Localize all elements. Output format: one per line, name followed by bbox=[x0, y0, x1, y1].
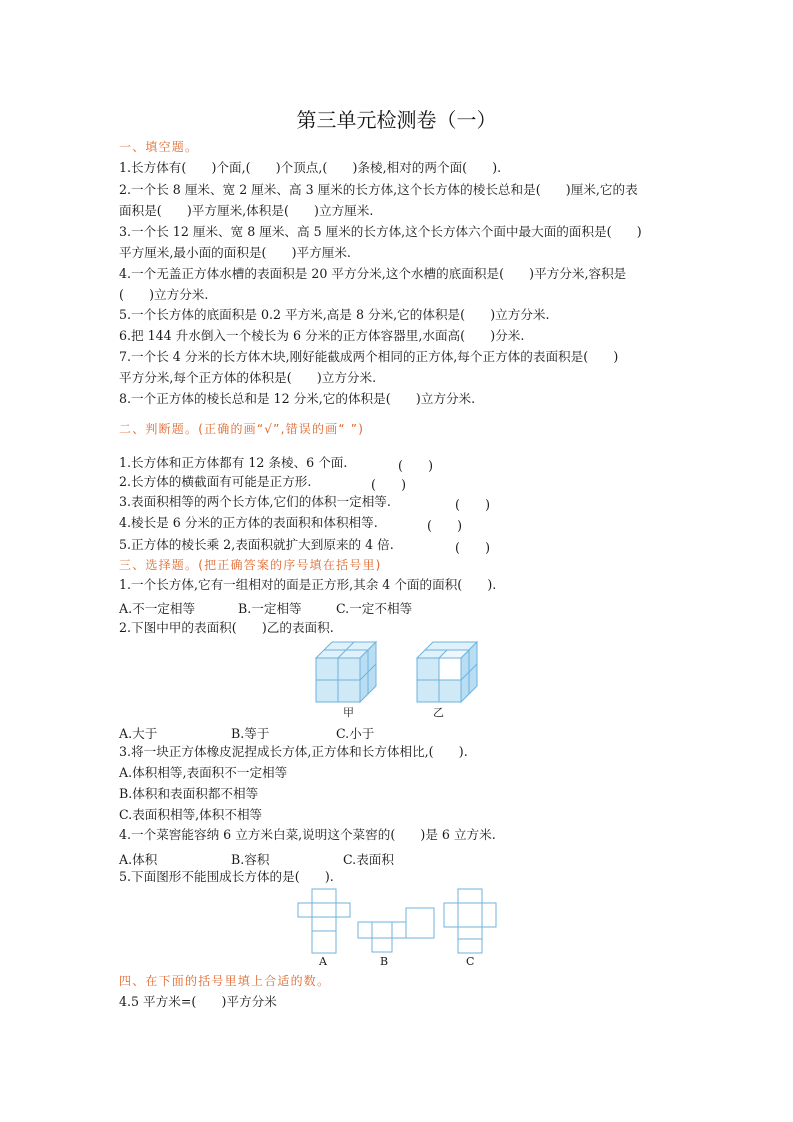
question-line: 4.一个无盖正方体水槽的表面积是 20 平方分米,这个水槽的底面积是( )平方分米,容积是 bbox=[119, 266, 627, 281]
section-heading-choice: 三、选择题。(把正确答案的序号填在括号里) bbox=[119, 558, 382, 572]
choice-option: A.不一定相等 bbox=[119, 601, 196, 616]
cube-figure-yi bbox=[417, 642, 479, 704]
judge-item: 3.表面积相等的两个长方体,它们的体积一定相等. bbox=[119, 494, 391, 509]
figure-label-a: A bbox=[319, 955, 327, 968]
judge-item: 5.正方体的棱长乘 2,表面积就扩大到原来的 4 倍. bbox=[119, 537, 394, 552]
judge-item: 1.长方体和正方体都有 12 条棱、6 个面. bbox=[119, 455, 348, 470]
section-heading-judge: 二、判断题。(正确的画“√”,错误的画“ ”) bbox=[119, 422, 365, 436]
question-line: 平方厘米,最小面的面积是( )平方厘米. bbox=[119, 245, 351, 260]
choice-option: B.一定相等 bbox=[238, 601, 302, 616]
choice-question: 1.一个长方体,它有一组相对的面是正方形,其余 4 个面的面积( ). bbox=[119, 577, 497, 592]
conversion-item: 4.5 平方米=( )平方分米 bbox=[119, 994, 277, 1009]
choice-question: 4.一个菜窖能容纳 6 立方米白菜,说明这个菜窖的( )是 6 立方米. bbox=[119, 827, 496, 842]
question-line: 8.一个正方体的棱长总和是 12 分米,它的体积是( )立方分米. bbox=[119, 391, 476, 406]
cube-figure-jia bbox=[316, 642, 378, 704]
answer-bracket: ( ) bbox=[371, 477, 407, 492]
section-heading-conversion: 四、在下面的括号里填上合适的数。 bbox=[119, 974, 331, 988]
choice-option: B.容积 bbox=[231, 852, 270, 867]
figure-label-c: C bbox=[466, 955, 475, 968]
choice-question: 2.下图中甲的表面积( )乙的表面积. bbox=[119, 620, 334, 635]
section-heading-fill-blank: 一、填空题。 bbox=[119, 140, 199, 154]
choice-option: C.表面积相等,体积不相等 bbox=[119, 807, 263, 822]
question-line: 平方分米,每个正方体的体积是( )立方分米. bbox=[119, 370, 377, 385]
choice-option: C.表面积 bbox=[343, 852, 394, 867]
figure-label-jia: 甲 bbox=[343, 706, 354, 719]
question-line: 6.把 144 升水倒入一个棱长为 6 分米的正方体容器里,水面高( )分米. bbox=[119, 328, 525, 343]
figure-label-yi: 乙 bbox=[433, 706, 444, 719]
question-line: 5.一个长方体的底面积是 0.2 平方米,高是 8 分米,它的体积是( )立方分米. bbox=[119, 307, 550, 322]
choice-option: A.体积相等,表面积不一定相等 bbox=[119, 765, 288, 780]
judge-item: 4.棱长是 6 分米的正方体的表面积和体积相等. bbox=[119, 515, 378, 530]
question-line: 3.一个长 12 厘米、宽 8 厘米、高 5 厘米的长方体,这个长方体六个面中最大面的面积是( ) bbox=[119, 224, 642, 239]
net-figure-a bbox=[298, 889, 352, 955]
question-line: 7.一个长 4 分米的长方体木块,刚好能截成两个相同的正方体,每个正方体的表面积是( ) bbox=[119, 349, 619, 364]
answer-bracket: ( ) bbox=[398, 458, 434, 473]
choice-option: C.小于 bbox=[336, 726, 375, 741]
answer-bracket: ( ) bbox=[427, 518, 463, 533]
choice-option: C.一定不相等 bbox=[336, 601, 413, 616]
page-title: 第三单元检测卷（一） bbox=[296, 108, 497, 132]
net-figure-c bbox=[444, 889, 498, 955]
question-line: ( )立方分米. bbox=[119, 287, 209, 302]
choice-option: B.体积和表面积都不相等 bbox=[119, 786, 259, 801]
choice-option: A.体积 bbox=[119, 852, 158, 867]
judge-item: 2.长方体的横截面有可能是正方形. bbox=[119, 474, 312, 489]
question-line: 1.长方体有( )个面,( )个顶点,( )条棱,相对的两个面( ). bbox=[119, 160, 502, 175]
choice-option: B.等于 bbox=[231, 726, 270, 741]
net-figure-b bbox=[358, 908, 436, 953]
question-line: 2.一个长 8 厘米、宽 2 厘米、高 3 厘米的长方体,这个长方体的棱长总和是( )厘米,它的表 bbox=[119, 182, 638, 197]
answer-bracket: ( ) bbox=[455, 497, 491, 512]
choice-question: 3.将一块正方体橡皮泥捏成长方体,正方体和长方体相比,( ). bbox=[119, 744, 468, 759]
question-line: 面积是( )平方厘米,体积是( )立方厘米. bbox=[119, 203, 374, 218]
choice-question: 5.下面图形不能围成长方体的是( ). bbox=[119, 869, 334, 884]
answer-bracket: ( ) bbox=[455, 540, 491, 555]
figure-label-b: B bbox=[380, 955, 389, 968]
choice-option: A.大于 bbox=[119, 726, 158, 741]
